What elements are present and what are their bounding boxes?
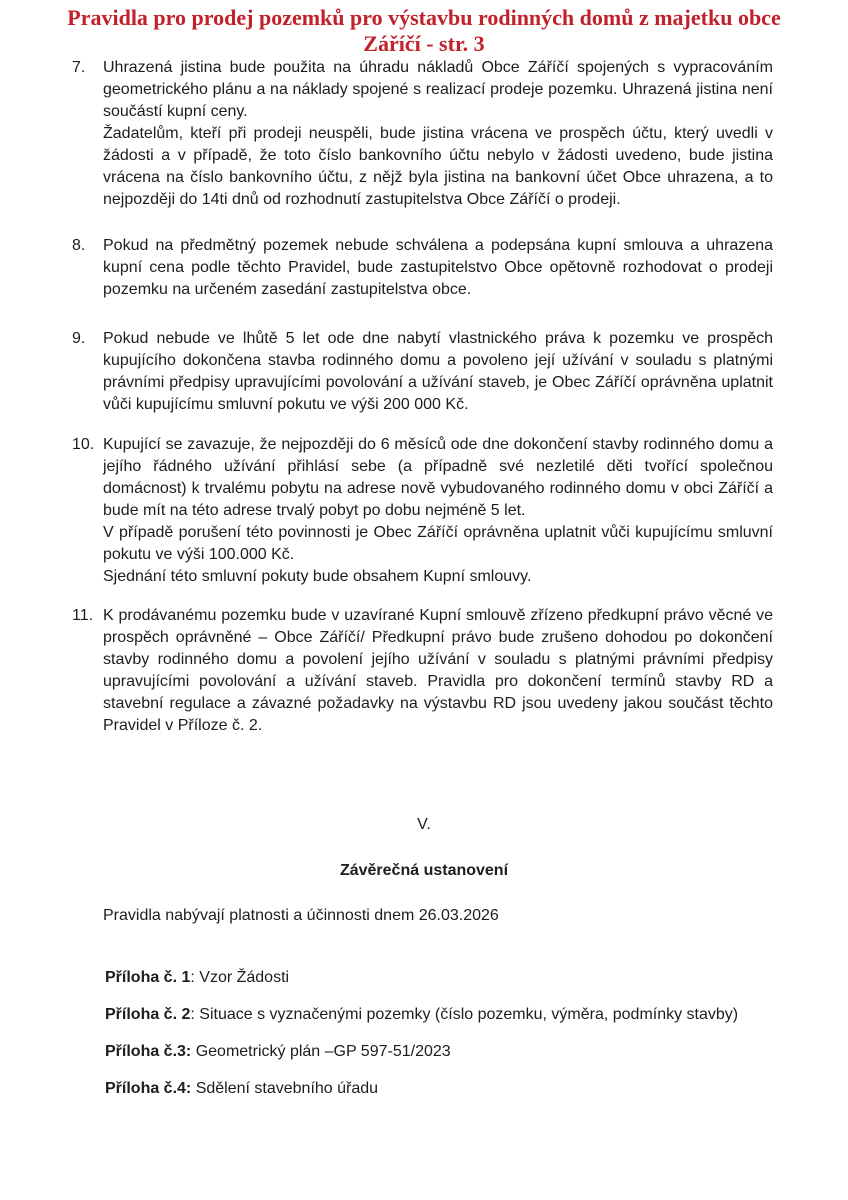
- attachment-item-2: [100, 1004, 763, 1026]
- numbered-list: [72, 57, 773, 737]
- attachment-text: Sdělení stavebního úřadu: [191, 1080, 379, 1097]
- paragraph: Kupující se zavazuje, že nejpozději do 6 měsíců ode dne dokončení stavby rodinného domu a jejího řádného užívání přihlásí sebe (a případně své nezletilé děti tvořící společnou domácnost) k trvalému pobytu na adrese nově vybudovaného rodinného domu v obci Záříčí a bude mít na této adrese trvalý pobyt po dobu nejméně 5 let.: [103, 436, 773, 519]
- attachment-item-1: [100, 967, 763, 989]
- list-number: 7.: [72, 59, 86, 76]
- page-title-line2: Záříčí - str. 3: [363, 31, 485, 56]
- page-title-line1: Pravidla pro prodej pozemků pro výstavbu rodinných domů z majetku obce: [67, 5, 781, 30]
- paragraph: Pokud na předmětný pozemek nebude schválena a podepsána kupní smlouva a uhrazena kupní cena podle těchto Pravidel, bude zastupitelstvo Obce opětovně rozhodovat o prodeji pozemku na určeném zasedání zastupitelstva obce.: [103, 237, 773, 298]
- list-item-9: [72, 328, 773, 416]
- paragraph: Pokud nebude ve lhůtě 5 let ode dne nabytí vlastnického práva k pozemku ve prospěch kupujícího dokončena stavba rodinného domu a povoleno její užívání v souladu s platnými právními předpisy upravujícími povolování a užívání staveb, je Obec Záříčí oprávněna uplatnit vůči kupujícímu smluvní pokutu ve výši 200 000 Kč.: [103, 330, 773, 413]
- list-item-7: [72, 57, 773, 211]
- list-number: 9.: [72, 330, 86, 347]
- list-number: 11.: [72, 607, 94, 624]
- page-title: [0, 0, 848, 57]
- effective-date-line: Pravidla nabývají platnosti a účinnosti dnem 26.03.2026: [103, 907, 499, 924]
- paragraph: Uhrazená jistina bude použita na úhradu nákladů Obce Záříčí spojených s vypracováním geometrického plánu a na náklady spojené s realizací prodeje pozemku. Uhrazená jistina není součástí kupní ceny.: [103, 59, 773, 120]
- attachment-item-4: [100, 1078, 763, 1100]
- attachment-item-3: [100, 1041, 763, 1063]
- list-number: 10.: [72, 436, 95, 453]
- attachment-text: : Situace s vyznačenými pozemky (číslo pozemku, výměra, podmínky stavby): [190, 1006, 739, 1023]
- attachment-text: : Vzor Žádosti: [190, 969, 290, 986]
- section-number: V.: [417, 816, 431, 833]
- paragraph: Žadatelům, kteří při prodeji neuspěli, bude jistina vrácena ve prospěch účtu, který uvedli v žádosti a v případě, že toto číslo bankovního účtu nebylo v žádosti uvedeno, bude jistina vrácena na číslo bankovního účtu, z nějž byla jistina na bankovní účet Obce uhrazena, a to nejpozději do 14ti dnů od rozhodnutí zastupitelstva Obce Záříčí o prodeji.: [103, 125, 773, 208]
- list-item-10: [72, 434, 773, 588]
- list-item-11: [72, 605, 773, 737]
- attachments-list: [100, 967, 763, 1100]
- attachment-label: Příloha č. 2: [105, 1006, 191, 1023]
- closing-heading: Závěrečná ustanovení: [339, 862, 509, 879]
- attachment-text: Geometrický plán –GP 597-51/2023: [191, 1043, 451, 1060]
- attachment-label: Příloha č.3:: [105, 1043, 192, 1060]
- list-number: 8.: [72, 237, 86, 254]
- attachment-label: Příloha č.4:: [105, 1080, 192, 1097]
- paragraph: V případě porušení této povinnosti je Obec Záříčí oprávněna uplatnit vůči kupujícímu smluvní pokutu ve výši 100.000 Kč.: [103, 524, 773, 563]
- list-item-8: [72, 235, 773, 301]
- attachment-label: Příloha č. 1: [105, 969, 191, 986]
- paragraph: Sjednání této smluvní pokuty bude obsahem Kupní smlouvy.: [103, 568, 532, 585]
- paragraph: K prodávanému pozemku bude v uzavírané Kupní smlouvě zřízeno předkupní právo věcné ve prospěch oprávněné – Obce Záříčí/ Předkupní právo bude zrušeno dohodou po dokončení stavby rodinného domu a povolení jejího užívání v souladu s platnými právními předpisy upravujícími povolování a užívání staveb. Pravidla pro dokončení termínů stavby RD a stavební regulace a závazné požadavky na výstavbu RD jsou uvedeny jakou součást těchto Pravidel v Příloze č. 2.: [103, 607, 773, 734]
